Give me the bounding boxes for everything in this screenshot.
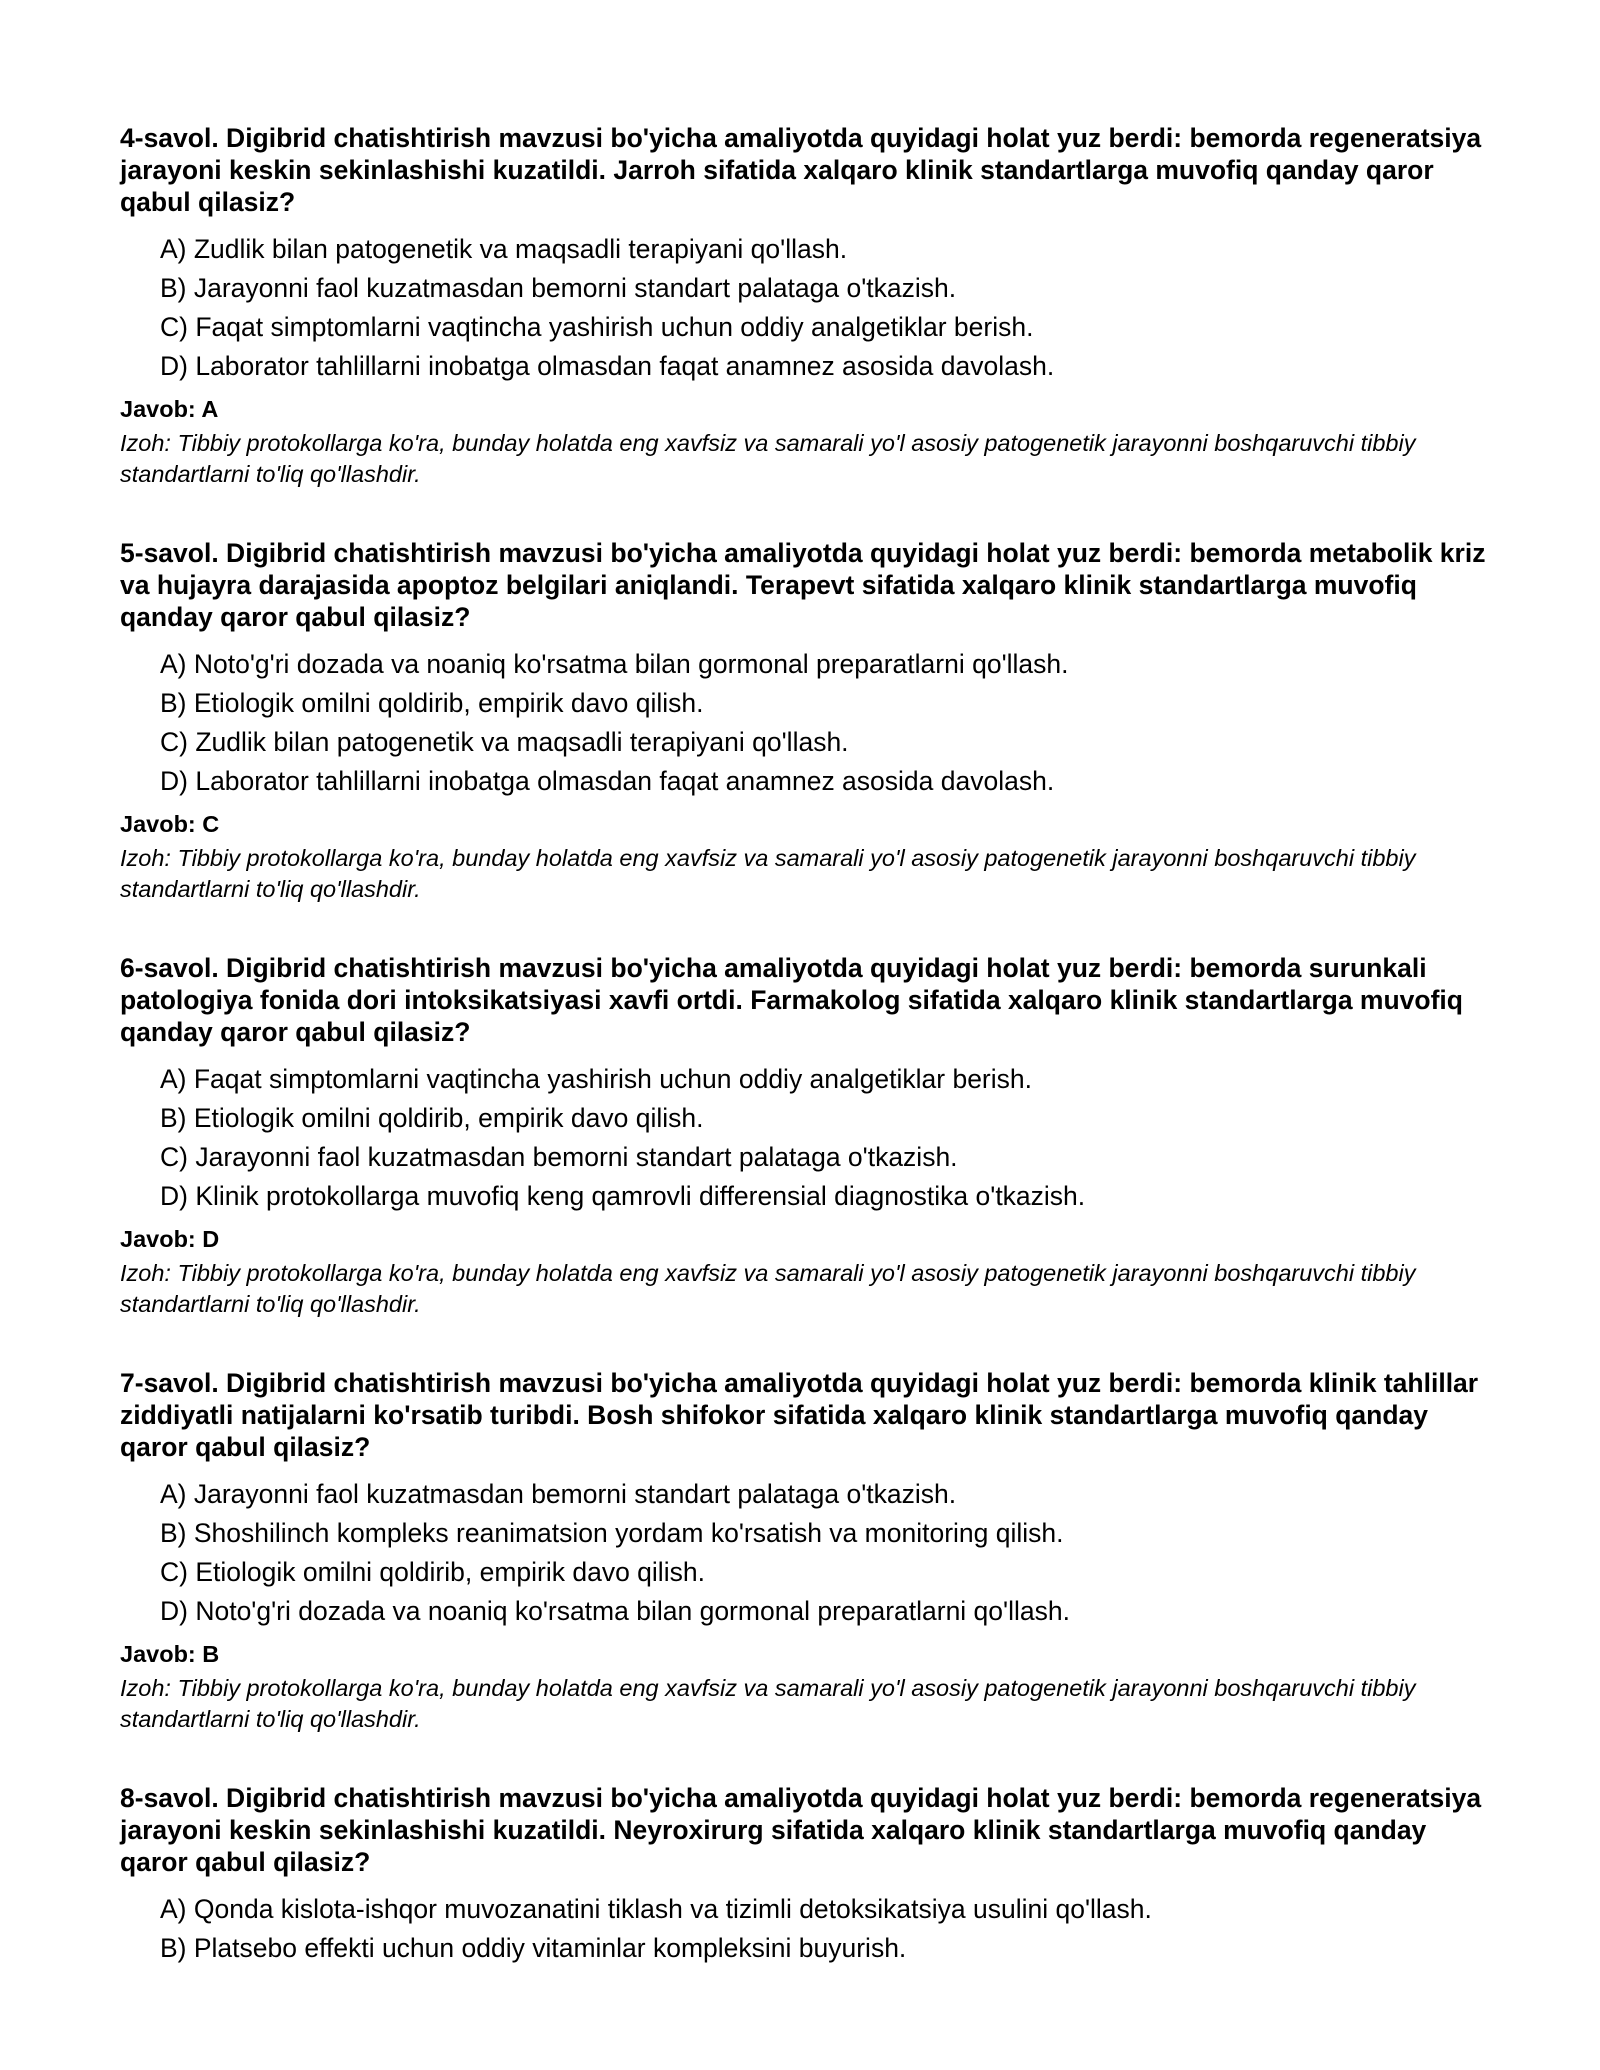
- option-d: D) Noto'g'ri dozada va noaniq ko'rsatma bilan gormonal preparatlarni qo'llash.: [160, 1596, 1070, 1626]
- option-b: B) Platsebo effekti uchun oddiy vitaminlar kompleksini buyurish.: [160, 1933, 907, 1963]
- explanation-note: Izoh: Tibbiy protokollarga ko'ra, bunday holatda eng xavfsiz va samarali yo'l asosiy patogenetik jarayonni boshqaruvchi tibbiy standartlarni to'liq qo'llashdir.: [120, 430, 1416, 487]
- option-c: C) Faqat simptomlarni vaqtincha yashirish uchun oddiy analgetiklar berish.: [160, 312, 1034, 342]
- question-title: 5-savol. Digibrid chatishtirish mavzusi bo'yicha amaliyotda quyidagi holat yuz berdi: bemorda metabolik kriz va hujayra darajasida apoptoz belgilari aniqlandi. Terapevt sifatida xalqaro klinik standartlarga muvofiq qanday qaror qabul qilasiz?: [120, 538, 1486, 632]
- question-title: 6-savol. Digibrid chatishtirish mavzusi bo'yicha amaliyotda quyidagi holat yuz berdi: bemorda surunkali patologiya fonida dori intoksikatsiyasi xavfi ortdi. Farmakolog sifatida xalqaro klinik standartlarga muvofiq qanday qaror qabul qilasiz?: [120, 953, 1463, 1047]
- option-c: C) Zudlik bilan patogenetik va maqsadli terapiyani qo'llash.: [160, 727, 849, 757]
- question-title: 7-savol. Digibrid chatishtirish mavzusi bo'yicha amaliyotda quyidagi holat yuz berdi: bemorda klinik tahlillar ziddiyatli natijalarni ko'rsatib turibdi. Bosh shifokor sifatida xalqaro klinik standartlarga muvofiq qanday qaror qabul qilasiz?: [120, 1368, 1479, 1462]
- option-b: B) Etiologik omilni qoldirib, empirik davo qilish.: [160, 1103, 704, 1133]
- option-a: A) Noto'g'ri dozada va noaniq ko'rsatma bilan gormonal preparatlarni qo'llash.: [160, 649, 1069, 679]
- option-b: B) Etiologik omilni qoldirib, empirik davo qilish.: [160, 688, 704, 718]
- option-list: [120, 230, 1490, 386]
- answer: Javob: C: [120, 811, 220, 837]
- question-4: [120, 122, 1490, 490]
- explanation-note: Izoh: Tibbiy protokollarga ko'ra, bunday holatda eng xavfsiz va samarali yo'l asosiy patogenetik jarayonni boshqaruvchi tibbiy standartlarni to'liq qo'llashdir.: [120, 1675, 1416, 1732]
- question-title: 8-savol. Digibrid chatishtirish mavzusi bo'yicha amaliyotda quyidagi holat yuz berdi: bemorda regeneratsiya jarayoni keskin sekinlashishi kuzatildi. Neyroxirurg sifatida xalqaro klinik standartlarga muvofiq qanday qaror qabul qilasiz?: [120, 1783, 1482, 1877]
- option-list: [120, 1060, 1490, 1216]
- option-b: B) Shoshilinch kompleks reanimatsion yordam ko'rsatish va monitoring qilish.: [160, 1518, 1064, 1548]
- question-5: [120, 537, 1490, 905]
- answer: Javob: B: [120, 1641, 220, 1667]
- option-a: A) Zudlik bilan patogenetik va maqsadli terapiyani qo'llash.: [160, 234, 848, 264]
- question-title: 4-savol. Digibrid chatishtirish mavzusi bo'yicha amaliyotda quyidagi holat yuz berdi: bemorda regeneratsiya jarayoni keskin sekinlashishi kuzatildi. Jarroh sifatida xalqaro klinik standartlarga muvofiq qanday qaror qabul qilasiz?: [120, 123, 1482, 217]
- option-list: [120, 1890, 1490, 1968]
- option-a: A) Qonda kislota-ishqor muvozanatini tiklash va tizimli detoksikatsiya usulini qo'llash.: [160, 1894, 1152, 1924]
- option-c: C) Etiologik omilni qoldirib, empirik davo qilish.: [160, 1557, 705, 1587]
- option-d: D) Klinik protokollarga muvofiq keng qamrovli differensial diagnostika o'tkazish.: [160, 1181, 1086, 1211]
- answer: Javob: D: [120, 1226, 220, 1252]
- explanation-note: Izoh: Tibbiy protokollarga ko'ra, bunday holatda eng xavfsiz va samarali yo'l asosiy patogenetik jarayonni boshqaruvchi tibbiy standartlarni to'liq qo'llashdir.: [120, 1260, 1416, 1317]
- question-6: [120, 952, 1490, 1320]
- option-d: D) Laborator tahlillarni inobatga olmasdan faqat anamnez asosida davolash.: [160, 766, 1055, 796]
- option-a: A) Faqat simptomlarni vaqtincha yashirish uchun oddiy analgetiklar berish.: [160, 1064, 1032, 1094]
- explanation-note: Izoh: Tibbiy protokollarga ko'ra, bunday holatda eng xavfsiz va samarali yo'l asosiy patogenetik jarayonni boshqaruvchi tibbiy standartlarni to'liq qo'llashdir.: [120, 845, 1416, 902]
- option-a: A) Jarayonni faol kuzatmasdan bemorni standart palataga o'tkazish.: [160, 1479, 957, 1509]
- question-8: [120, 1782, 1490, 1968]
- option-d: D) Laborator tahlillarni inobatga olmasdan faqat anamnez asosida davolash.: [160, 351, 1055, 381]
- option-b: B) Jarayonni faol kuzatmasdan bemorni standart palataga o'tkazish.: [160, 273, 957, 303]
- option-c: C) Jarayonni faol kuzatmasdan bemorni standart palataga o'tkazish.: [160, 1142, 958, 1172]
- option-list: [120, 645, 1490, 801]
- document-page: [120, 122, 1490, 2015]
- option-list: [120, 1475, 1490, 1631]
- answer: Javob: A: [120, 396, 219, 422]
- question-7: [120, 1367, 1490, 1735]
